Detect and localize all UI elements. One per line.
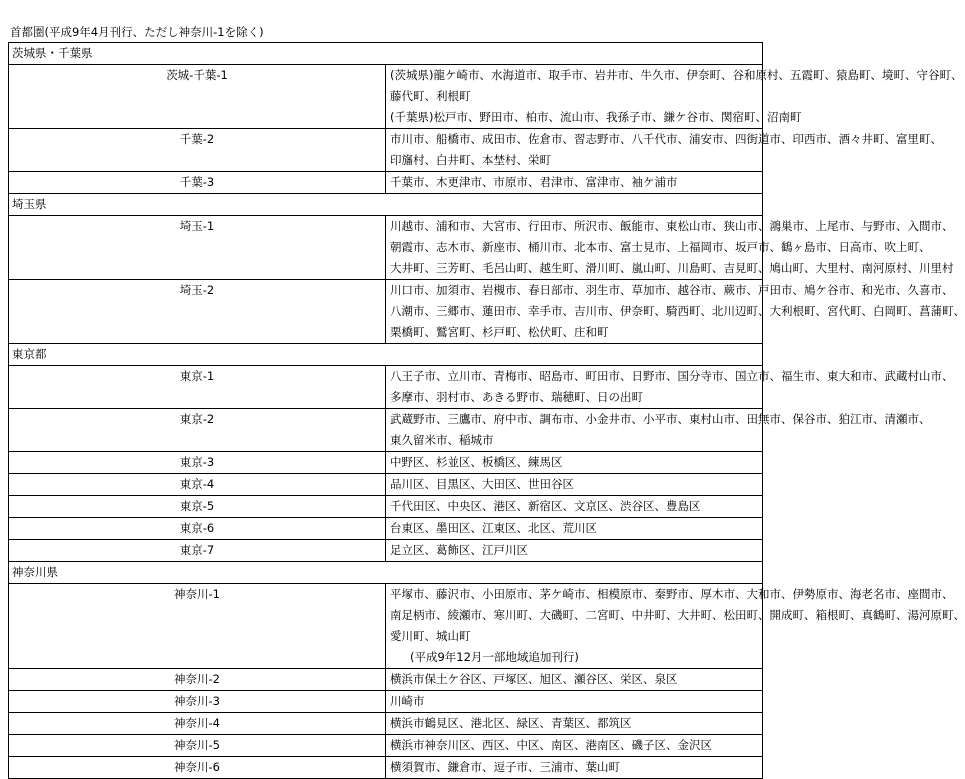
table-row bbox=[9, 518, 763, 540]
municipality-list bbox=[386, 735, 763, 757]
municipality-list bbox=[386, 540, 763, 562]
table-row bbox=[9, 452, 763, 474]
municipality-line: 平塚市、藤沢市、小田原市、茅ケ崎市、相模原市、秦野市、厚木市、大和市、伊勢原市、海老名市、座間市、 bbox=[390, 587, 954, 601]
municipality-list bbox=[386, 409, 931, 452]
municipality-line: (千葉県)松戸市、野田市、柏市、流山市、我孫子市、鎌ケ谷市、関宿町、沼南町 bbox=[390, 110, 802, 124]
area-code: 東京-1 bbox=[9, 366, 386, 409]
municipality-list bbox=[386, 216, 954, 280]
supplement-note: (平成9年12月一部地域追加刊行) bbox=[410, 650, 579, 664]
area-code: 神奈川-6 bbox=[9, 757, 386, 779]
table-row bbox=[9, 496, 763, 518]
municipality-list bbox=[386, 496, 763, 518]
municipality-line: 東久留米市、稲城市 bbox=[390, 433, 494, 447]
area-code: 神奈川-1 bbox=[9, 584, 386, 669]
table-row bbox=[9, 129, 763, 172]
municipality-list bbox=[386, 691, 763, 713]
table-row bbox=[9, 409, 763, 452]
prefecture-header-row bbox=[9, 43, 763, 65]
region-table bbox=[8, 42, 965, 779]
municipality-line: 武蔵野市、三鷹市、府中市、調布市、小金井市、小平市、東村山市、田無市、保谷市、狛江市、清瀬市、 bbox=[390, 412, 931, 426]
area-code: 東京-4 bbox=[9, 474, 386, 496]
municipality-list bbox=[386, 65, 963, 129]
municipality-list bbox=[386, 474, 763, 496]
municipality-line: 多摩市、羽村市、あきる野市、瑞穂町、日の出町 bbox=[390, 390, 643, 404]
municipality-list bbox=[386, 452, 763, 474]
table-row bbox=[9, 216, 763, 280]
prefecture-header-row bbox=[9, 194, 763, 216]
area-code: 茨城-千葉-1 bbox=[9, 65, 386, 129]
municipality-list bbox=[386, 584, 965, 669]
municipality-line: 印旛村、白井町、本埜村、栄町 bbox=[390, 153, 551, 167]
municipality-list bbox=[386, 518, 763, 540]
municipality-line: 横浜市保土ケ谷区、戸塚区、旭区、瀬谷区、栄区、泉区 bbox=[390, 672, 678, 686]
municipality-line: 南足柄市、綾瀬市、寒川町、大磯町、二宮町、中井町、大井町、松田町、開成町、箱根町、真鶴町、湯河原町、 bbox=[390, 608, 965, 622]
area-code: 神奈川-3 bbox=[9, 691, 386, 713]
area-code: 神奈川-4 bbox=[9, 713, 386, 735]
municipality-line: 品川区、目黒区、大田区、世田谷区 bbox=[390, 477, 574, 491]
municipality-line: 川口市、加須市、岩槻市、春日部市、羽生市、草加市、越谷市、蕨市、戸田市、鳩ケ谷市、和光市、久喜市、 bbox=[390, 283, 954, 297]
table-row bbox=[9, 735, 763, 757]
municipality-line: 栗橋町、鷲宮町、杉戸町、松伏町、庄和町 bbox=[390, 325, 609, 339]
table-row bbox=[9, 65, 763, 129]
area-code: 千葉-2 bbox=[9, 129, 386, 172]
municipality-line: 市川市、船橋市、成田市、佐倉市、習志野市、八千代市、浦安市、四街道市、印西市、酒々井町、富里町、 bbox=[390, 132, 942, 146]
prefecture-header-row bbox=[9, 344, 763, 366]
municipality-line: 台東区、墨田区、江東区、北区、荒川区 bbox=[390, 521, 597, 535]
municipality-list bbox=[386, 172, 763, 194]
table-row bbox=[9, 474, 763, 496]
municipality-line: 中野区、杉並区、板橋区、練馬区 bbox=[390, 455, 563, 469]
table-row bbox=[9, 584, 763, 669]
document-title: 首都圏(平成9年4月刊行、ただし神奈川-1を除く) bbox=[10, 25, 264, 39]
table-row bbox=[9, 280, 763, 344]
municipality-line: 川崎市 bbox=[390, 694, 425, 708]
municipality-list bbox=[386, 366, 954, 409]
table-row bbox=[9, 172, 763, 194]
municipality-list bbox=[386, 713, 763, 735]
municipality-line: 横浜市神奈川区、西区、中区、南区、港南区、磯子区、金沢区 bbox=[390, 738, 712, 752]
area-code: 東京-5 bbox=[9, 496, 386, 518]
area-code: 東京-3 bbox=[9, 452, 386, 474]
municipality-line: 足立区、葛飾区、江戸川区 bbox=[390, 543, 528, 557]
area-code: 神奈川-2 bbox=[9, 669, 386, 691]
prefecture-name: 神奈川県 bbox=[9, 562, 763, 584]
table-row bbox=[9, 669, 763, 691]
municipality-line: (茨城県)龍ケ崎市、水海道市、取手市、岩井市、牛久市、伊奈町、谷和原村、五霞町、猿島町、境町、守谷町、 bbox=[390, 68, 963, 82]
area-code: 埼玉-2 bbox=[9, 280, 386, 344]
municipality-line: 八王子市、立川市、青梅市、昭島市、町田市、日野市、国分寺市、国立市、福生市、東大和市、武蔵村山市、 bbox=[390, 369, 954, 383]
municipality-list bbox=[386, 669, 763, 691]
municipality-line: 八潮市、三郷市、蓮田市、幸手市、吉川市、伊奈町、騎西町、北川辺町、大利根町、宮代町、白岡町、菖蒲町、 bbox=[390, 304, 965, 318]
municipality-line: 横須賀市、鎌倉市、逗子市、三浦市、葉山町 bbox=[390, 760, 620, 774]
area-code: 神奈川-5 bbox=[9, 735, 386, 757]
area-code: 埼玉-1 bbox=[9, 216, 386, 280]
table-row bbox=[9, 713, 763, 735]
prefecture-name: 東京都 bbox=[9, 344, 763, 366]
table-row bbox=[9, 757, 763, 779]
area-code: 千葉-3 bbox=[9, 172, 386, 194]
municipality-line: 川越市、浦和市、大宮市、行田市、所沢市、飯能市、東松山市、狭山市、鴻巣市、上尾市、与野市、入間市、 bbox=[390, 219, 954, 233]
table-row bbox=[9, 366, 763, 409]
area-code: 東京-7 bbox=[9, 540, 386, 562]
table-body bbox=[9, 43, 965, 779]
municipality-line: 千葉市、木更津市、市原市、君津市、富津市、袖ケ浦市 bbox=[390, 175, 678, 189]
prefecture-name: 埼玉県 bbox=[9, 194, 763, 216]
area-code: 東京-2 bbox=[9, 409, 386, 452]
table-row bbox=[9, 691, 763, 713]
municipality-list bbox=[386, 129, 942, 172]
municipality-line: 大井町、三芳町、毛呂山町、越生町、滑川町、嵐山町、川島町、吉見町、鳩山町、大里村、南河原村、川里村 bbox=[390, 261, 954, 275]
municipality-line: 千代田区、中央区、港区、新宿区、文京区、渋谷区、豊島区 bbox=[390, 499, 701, 513]
municipality-line: 横浜市鶴見区、港北区、緑区、青葉区、都筑区 bbox=[390, 716, 632, 730]
prefecture-name: 茨城県・千葉県 bbox=[9, 43, 763, 65]
municipality-line: 愛川町、城山町 bbox=[390, 629, 471, 643]
municipality-line: 藤代町、利根町 bbox=[390, 89, 471, 103]
table-row bbox=[9, 540, 763, 562]
area-code: 東京-6 bbox=[9, 518, 386, 540]
municipality-list bbox=[386, 757, 763, 779]
municipality-line: 朝霞市、志木市、新座市、桶川市、北本市、富士見市、上福岡市、坂戸市、鶴ヶ島市、日高市、吹上町、 bbox=[390, 240, 931, 254]
municipality-list bbox=[386, 280, 965, 344]
prefecture-header-row bbox=[9, 562, 763, 584]
